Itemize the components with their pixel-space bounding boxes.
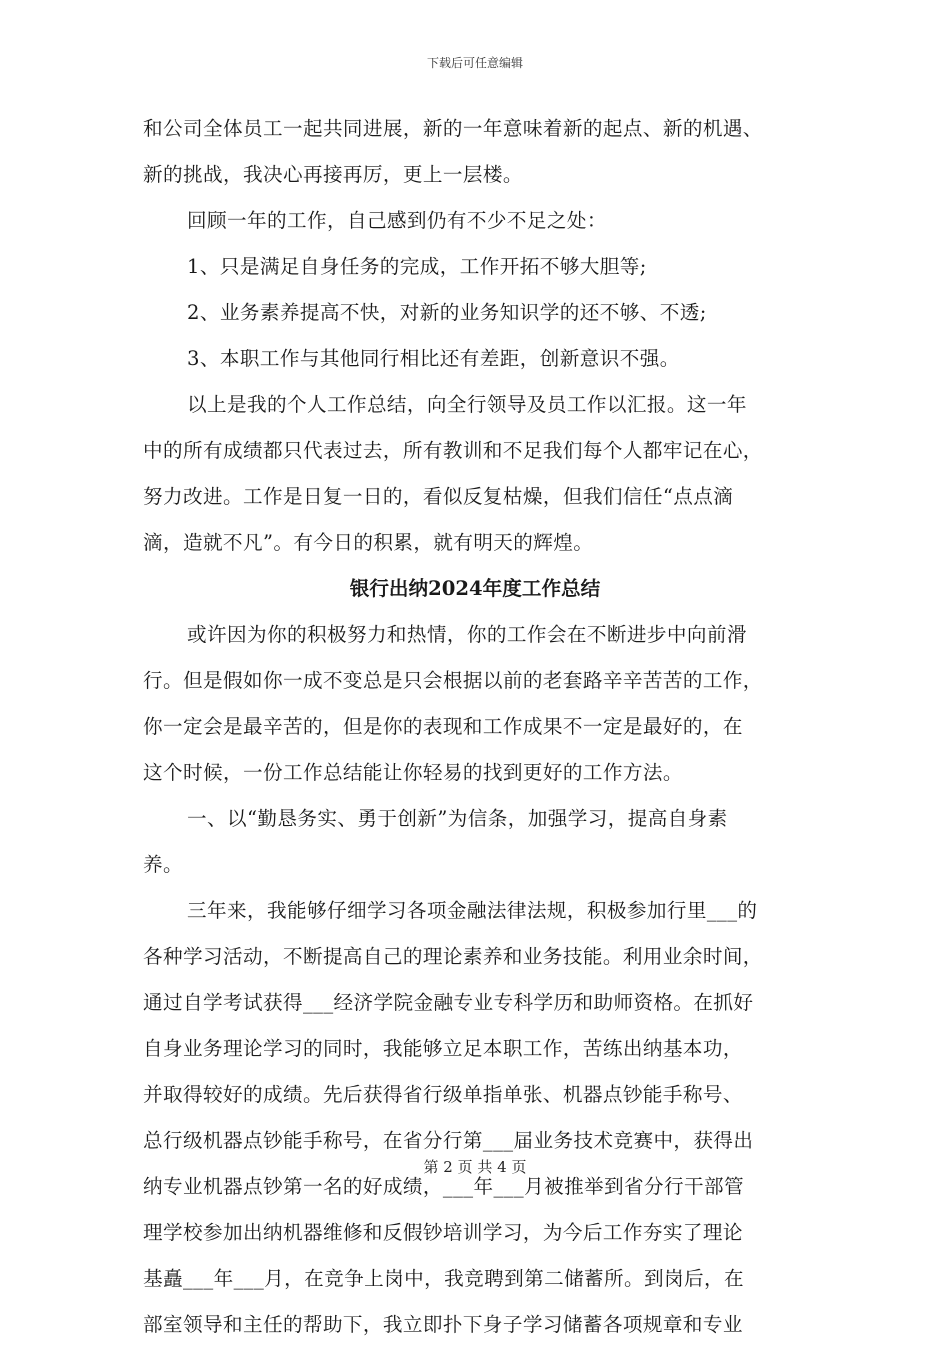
text-line: 滴，造就不凡”。有今日的积累，就有明天的辉煌。	[143, 531, 594, 554]
text-line: 2、业务素养提高不快，对新的业务知识学的还不够、不透;	[187, 301, 707, 324]
text-line: 纳专业机器点钞第一名的好成绩，___年___月被推举到省分行干部管	[143, 1175, 745, 1198]
text-line: 部室领导和主任的帮助下，我立即扑下身子学习储蓄各项规章和专业	[143, 1313, 743, 1336]
text-line: 行。但是假如你一成不变总是只会根据以前的老套路辛辛苦苦的工作，	[143, 669, 763, 692]
text-line: 通过自学考试获得___经济学院金融专业专科学历和助师资格。在抓好	[143, 991, 754, 1014]
text-line: 理学校参加出纳机器维修和反假钞培训学习，为今后工作夯实了理论	[143, 1221, 743, 1244]
text-line: 回顾一年的工作，自己感到仍有不少不足之处：	[187, 209, 607, 232]
text-line: 和公司全体员工一起共同进展，新的一年意味着新的起点、新的机遇、	[143, 117, 763, 140]
text-line: 三年来，我能够仔细学习各项金融法律法规，积极参加行里___的	[187, 899, 758, 922]
page-footer: 第 2 页 共 4 页	[423, 1158, 527, 1176]
text-line: 或许因为你的积极努力和热情，你的工作会在不断进步中向前滑	[187, 623, 747, 646]
text-line: 1、只是满足自身任务的完成，工作开拓不够大胆等;	[187, 255, 647, 278]
text-line: 基矗___年___月，在竞争上岗中，我竞聘到第二储蓄所。到岗后，在	[143, 1267, 745, 1290]
text-line: 努力改进。工作是日复一日的，看似反复枯燥，但我们信任“点点滴	[143, 485, 734, 508]
text-line: 你一定会是最辛苦的，但是你的表现和工作成果不一定是最好的，在	[143, 715, 743, 738]
text-line: 一、以“勤恳务实、勇于创新”为信条，加强学习，提高自身素	[187, 807, 728, 830]
text-line: 这个时候，一份工作总结能让你轻易的找到更好的工作方法。	[143, 761, 683, 784]
text-line: 新的挑战，我决心再接再厉，更上一层楼。	[143, 163, 523, 186]
text-line: 总行级机器点钞能手称号，在省分行第___届业务技术竞赛中，获得出	[143, 1129, 754, 1152]
text-line: 并取得较好的成绩。先后获得省行级单指单张、机器点钞能手称号、	[143, 1083, 743, 1106]
text-line: 中的所有成绩都只代表过去，所有教训和不足我们每个人都牢记在心，	[143, 439, 763, 462]
text-line: 3、本职工作与其他同行相比还有差距，创新意识不强。	[187, 347, 680, 370]
section-title: 银行出纳2024年度工作总结	[349, 577, 601, 600]
header-note: 下载后可任意编辑	[426, 56, 523, 70]
text-line: 自身业务理论学习的同时，我能够立足本职工作，苦练出纳基本功，	[143, 1037, 743, 1060]
text-line: 养。	[143, 853, 183, 876]
text-line: 各种学习活动，不断提高自己的理论素养和业务技能。利用业余时间，	[143, 945, 763, 968]
text-line: 以上是我的个人工作总结，向全行领导及员工作以汇报。这一年	[187, 393, 747, 416]
